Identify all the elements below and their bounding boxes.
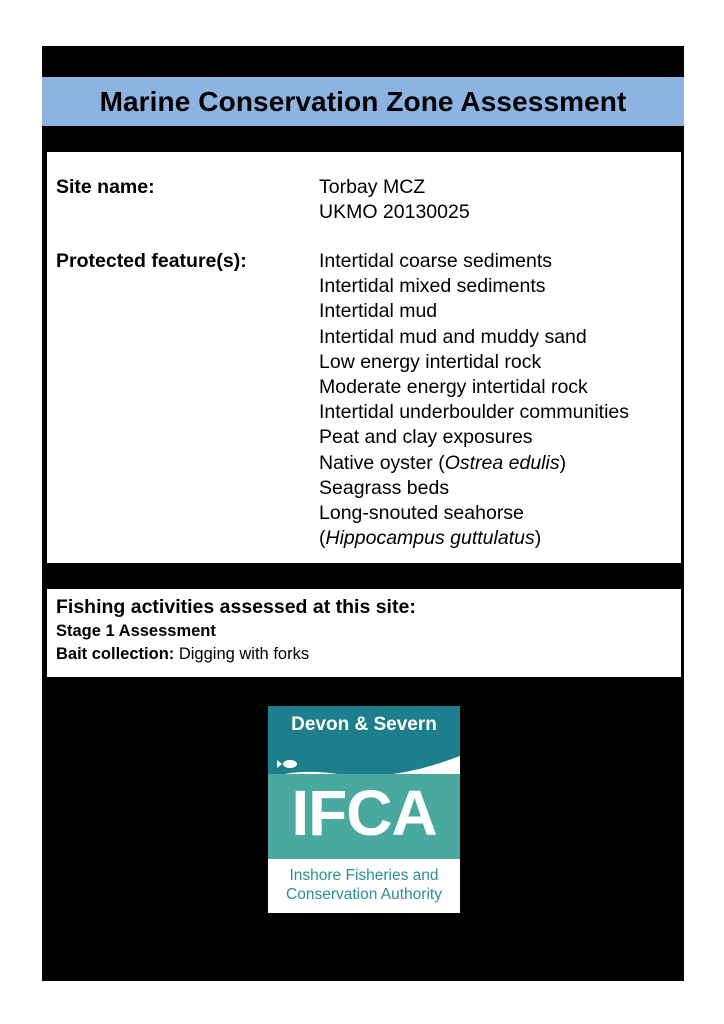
site-info-box xyxy=(47,152,681,563)
protected-features-label: Protected feature(s): xyxy=(56,250,247,272)
bait-value: Digging with forks xyxy=(174,645,310,663)
oyster-latin-name: Ostrea edulis xyxy=(444,451,560,474)
site-name-values xyxy=(319,175,470,225)
feature-item: Low energy intertidal rock xyxy=(319,350,542,373)
feature-item: Intertidal coarse sediments xyxy=(319,250,553,272)
fishing-activities-box xyxy=(47,589,681,677)
fishing-heading: Fishing activities assessed at this site: xyxy=(56,596,416,618)
logo-line-2: Conservation Authority xyxy=(286,886,442,903)
feature-item: Intertidal underboulder communities xyxy=(319,401,630,424)
ifca-logo xyxy=(268,706,460,913)
feature-item-oyster xyxy=(319,451,629,476)
feature-item: Intertidal mud xyxy=(319,300,438,323)
site-name-label: Site name: xyxy=(56,176,155,198)
document-frame xyxy=(42,46,684,981)
feature-item: Intertidal mixed sediments xyxy=(319,275,546,298)
feature-item-seahorse-latin xyxy=(319,526,629,551)
oyster-suffix: ) xyxy=(559,451,567,474)
seahorse-open: ( xyxy=(319,527,326,550)
oyster-prefix: Native oyster ( xyxy=(319,451,445,474)
site-name: Torbay MCZ xyxy=(319,176,426,198)
title-bar xyxy=(42,77,684,126)
bait-label: Bait collection: xyxy=(56,645,175,663)
page-title: Marine Conservation Zone Assessment xyxy=(99,85,627,117)
seahorse-close: ) xyxy=(534,527,542,550)
seahorse-latin-name: Hippocampus guttulatus xyxy=(325,527,535,550)
bait-collection-line xyxy=(56,645,309,664)
feature-item: Peat and clay exposures xyxy=(319,426,533,449)
logo-full-name xyxy=(268,866,460,904)
feature-item: Long-snouted seahorse xyxy=(319,502,524,525)
protected-features-list xyxy=(319,249,629,551)
feature-item: Moderate energy intertidal rock xyxy=(319,376,588,399)
feature-item: Seagrass beds xyxy=(319,476,450,499)
feature-item: Intertidal mud and muddy sand xyxy=(319,325,587,348)
logo-org-name: Devon & Severn xyxy=(291,714,437,735)
logo-line-1: Inshore Fisheries and xyxy=(289,867,439,884)
stage-label: Stage 1 Assessment xyxy=(56,622,216,640)
site-code: UKMO 20130025 xyxy=(319,201,470,224)
logo-acronym: IFCA xyxy=(291,777,437,849)
